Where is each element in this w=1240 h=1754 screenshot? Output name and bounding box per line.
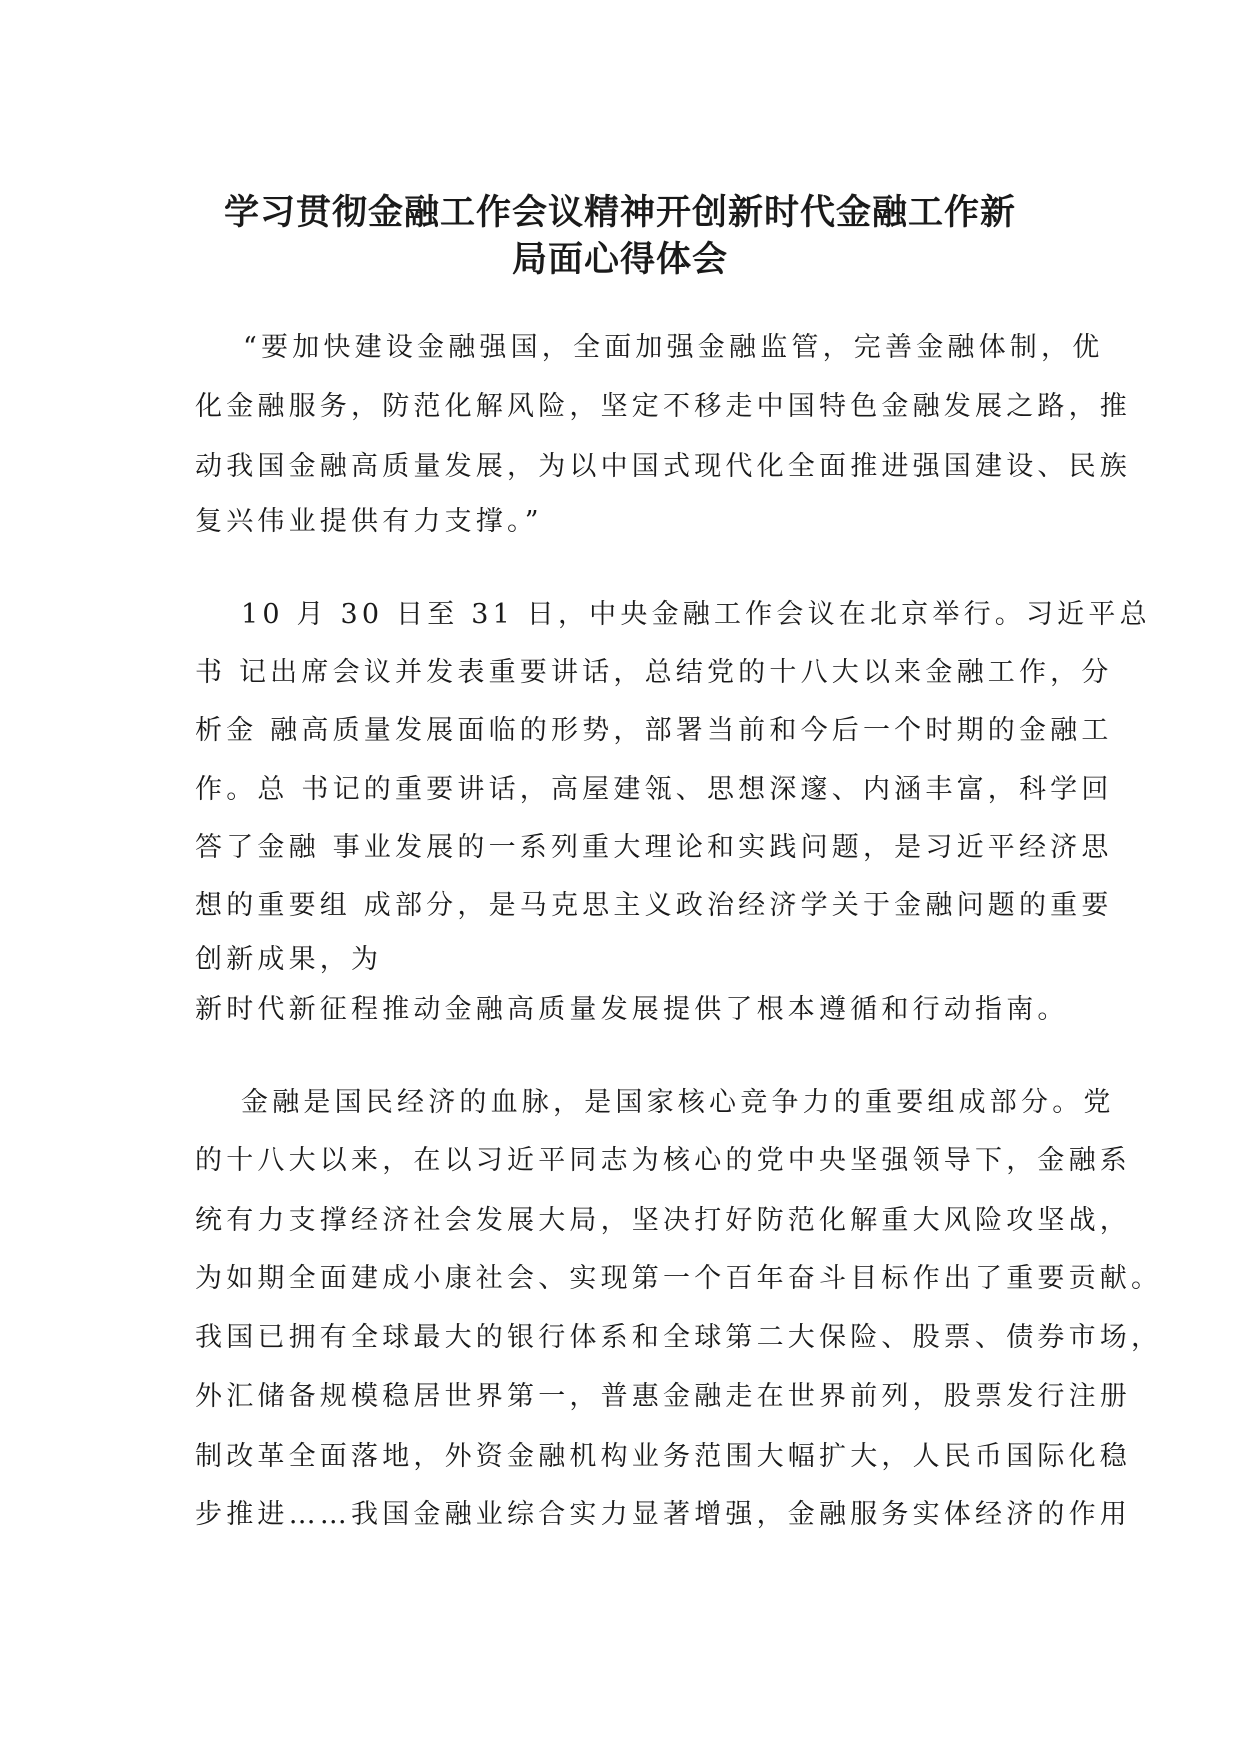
paragraph-2-line-1: 10 月 30 日至 31 日，中央金融工作会议在北京举行。习近平总 [241,599,1151,630]
paragraph-1-line-3: 动我国金融高质量发展，为以中国式现代化全面推进强国建设、民族 [195,451,1131,482]
paragraph-3-line-2: 的十八大以来，在以习近平同志为核心的党中央坚强领导下，金融系 [195,1145,1131,1176]
paragraph-3-line-5: 我国已拥有全球最大的银行体系和全球第二大保险、股票、债券市场， [195,1322,1163,1353]
paragraph-3-line-8: 步推进……我国金融业综合实力显著增强，金融服务实体经济的作用 [195,1499,1131,1530]
document-title-line-1: 学习贯彻金融工作会议精神开创新时代金融工作新 [223,193,1016,233]
document-title-line-2: 局面心得体会 [511,240,728,280]
paragraph-1-line-1: “要加快建设金融强国，全面加强金融监管，完善金融体制，优 [243,332,1104,363]
paragraph-2-line-6: 想的重要组 成部分，是马克思主义政治经济学关于金融问题的重要 [195,890,1113,921]
paragraph-3-line-6: 外汇储备规模稳居世界第一，普惠金融走在世界前列，股票发行注册 [195,1381,1131,1412]
paragraph-2-line-8: 新时代新征程推动金融高质量发展提供了根本遵循和行动指南。 [195,994,1069,1025]
paragraph-1-line-2: 化金融服务，防范化解风险，坚定不移走中国特色金融发展之路，推 [195,391,1131,422]
paragraph-3-line-3: 统有力支撑经济社会发展大局，坚决打好防范化解重大风险攻坚战， [195,1205,1131,1236]
paragraph-3-line-4: 为如期全面建成小康社会、实现第一个百年奋斗目标作出了重要贡献。 [195,1263,1163,1294]
paragraph-2-line-7: 创新成果，为 [195,944,383,975]
paragraph-3-line-1: 金融是国民经济的血脉，是国家核心竞争力的重要组成部分。党 [241,1087,1115,1118]
paragraph-2-line-5: 答了金融 事业发展的一系列重大理论和实践问题，是习近平经济思 [195,832,1113,863]
paragraph-2-line-2: 书 记出席会议并发表重要讲话，总结党的十八大以来金融工作，分 [195,657,1113,688]
paragraph-1-line-4: 复兴伟业提供有力支撑。” [195,506,543,537]
paragraph-2-line-4: 作。总 书记的重要讲话，高屋建瓴、思想深邃、内涵丰富，科学回 [195,774,1113,805]
paragraph-3-line-7: 制改革全面落地，外资金融机构业务范围大幅扩大，人民币国际化稳 [195,1441,1131,1472]
paragraph-2-line-3: 析金 融高质量发展面临的形势，部署当前和今后一个时期的金融工 [195,715,1113,746]
